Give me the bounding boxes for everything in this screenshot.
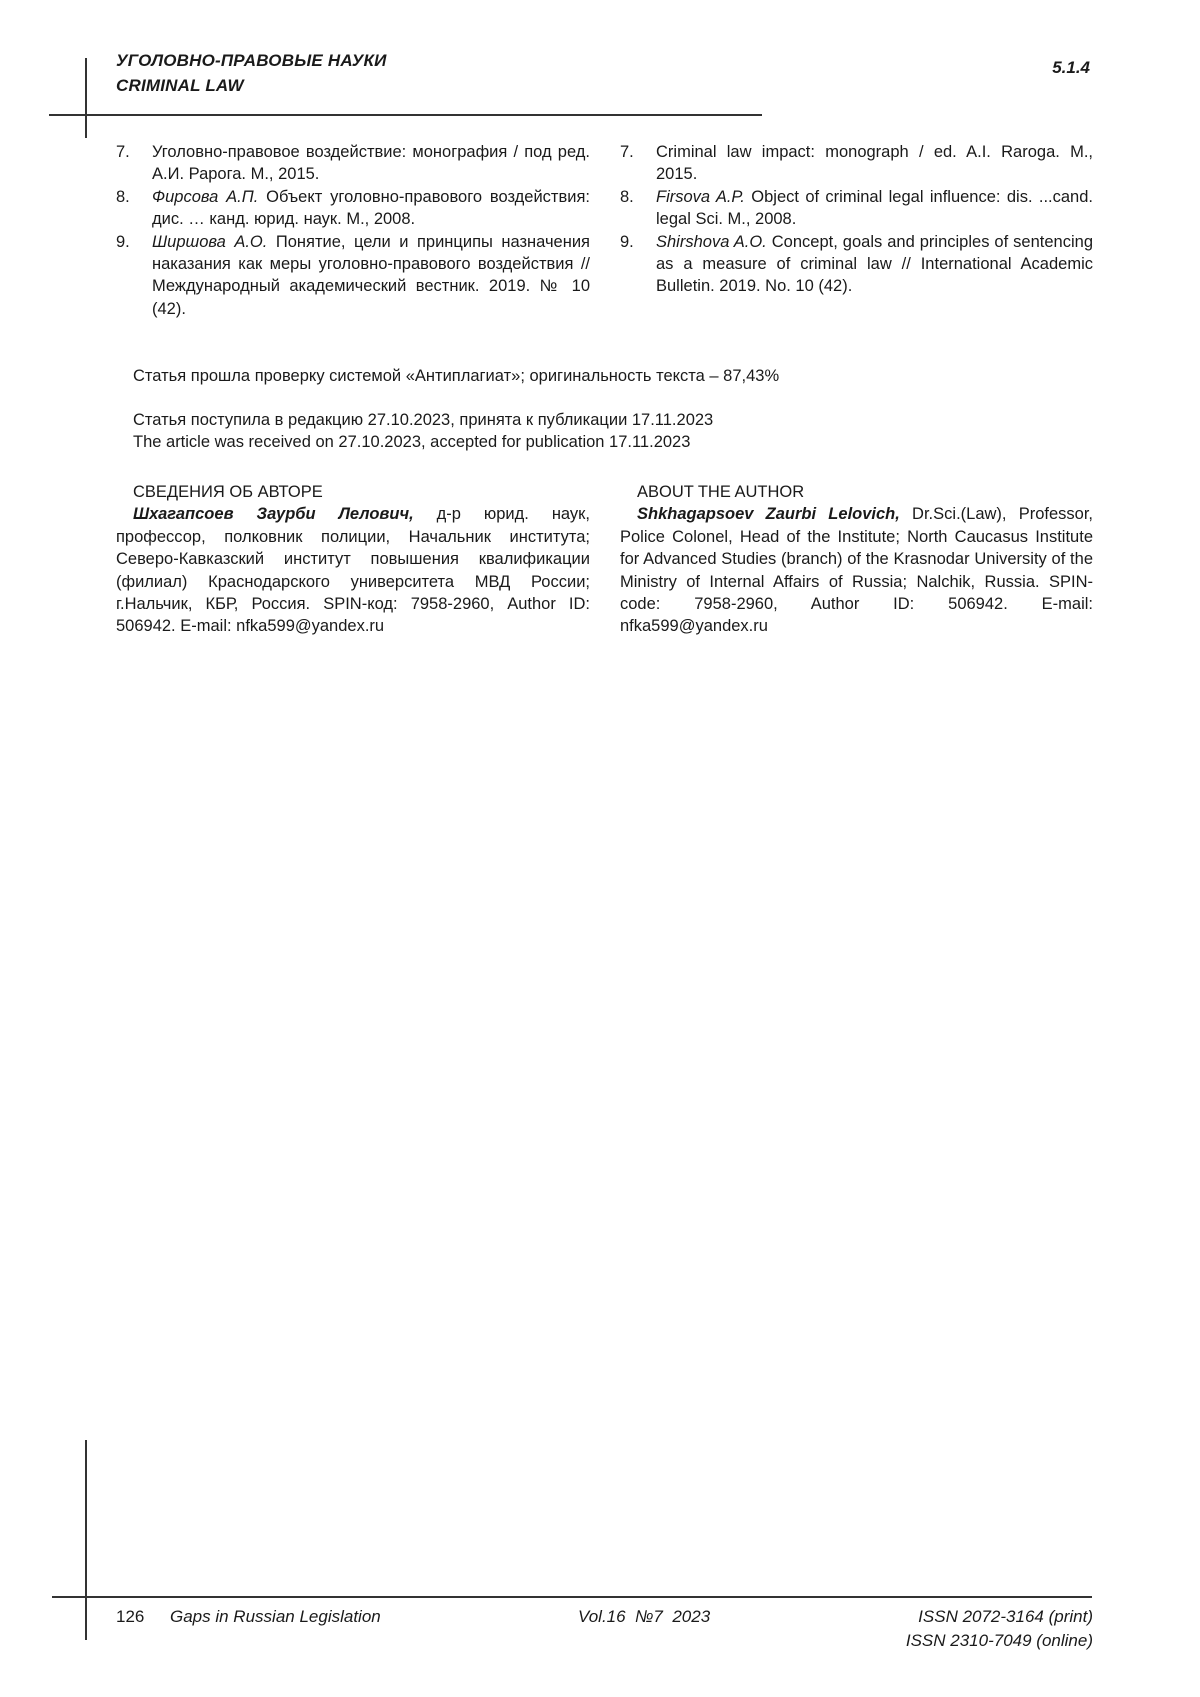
reference-text: Concept, goals and principles of sentencing as a measure of criminal law // International Academic Bulletin. 2019. No. 10 (42). xyxy=(656,233,1093,296)
author-heading-ru: СВЕДЕНИЯ ОБ АВТОРЕ xyxy=(116,481,590,503)
author-details-en: Dr.Sci.(Law), Professor, Police Colonel, Head of the Institute; North Caucasus Institute for Advanced Studies (branch) of the Krasnodar University of the Ministry of Internal Affairs of Russia; Nalchik, Russia. SPIN-code: 7958-2960, Author ID: 506942. E-mail: nfka599@yandex.ru xyxy=(620,505,1093,635)
author-bio-en xyxy=(620,503,1093,637)
reference-author: Shirshova A.O. xyxy=(656,233,767,251)
journal-name: Gaps in Russian Legislation xyxy=(170,1606,381,1628)
volume-issue: Vol.16 №7 2023 xyxy=(578,1606,710,1628)
section-code: 5.1.4 xyxy=(1052,57,1090,79)
reference-author: Ширшова А.О. xyxy=(152,233,267,251)
references-en xyxy=(620,141,1093,298)
reference-item xyxy=(116,141,590,186)
reference-number: 9. xyxy=(620,231,634,253)
reference-item xyxy=(116,231,590,321)
author-bio-ru xyxy=(116,503,590,637)
page-number: 126 xyxy=(116,1606,144,1628)
author-name-en: Shkhagapsoev Zaurbi Lelovich, xyxy=(637,505,900,523)
reference-number: 9. xyxy=(116,231,130,253)
running-header xyxy=(116,48,387,98)
header-title-ru: УГОЛОВНО-ПРАВОВЫЕ НАУКИ xyxy=(116,48,387,73)
issn-print: ISSN 2072-3164 (print) xyxy=(918,1606,1093,1628)
footer-vertical-rule xyxy=(85,1440,87,1640)
reference-number: 7. xyxy=(620,141,634,163)
antiplagiat-note: Статья прошла проверку системой «Антиплагиат»; оригинальность текста – 87,43% xyxy=(133,365,779,387)
received-note-ru: Статья поступила в редакцию 27.10.2023, принята к публикации 17.11.2023 xyxy=(133,409,713,431)
received-note-en: The article was received on 27.10.2023, accepted for publication 17.11.2023 xyxy=(133,431,690,453)
reference-item xyxy=(116,186,590,231)
header-title-en: CRIMINAL LAW xyxy=(116,73,387,98)
reference-author: Фирсова А.П. xyxy=(152,188,258,206)
footer xyxy=(116,1606,1093,1656)
author-info-ru xyxy=(116,481,590,638)
author-details-ru: д-р юрид. наук, профессор, полковник полиции, Начальник института; Северо-Кавказский институт повышения квалификации (филиал) Краснодарского университета МВД России; г.Нальчик, КБР, Россия. SPIN-код: 7958-2960, Author ID: 506942. E-mail: nfka599@yandex.ru xyxy=(116,505,590,635)
reference-item xyxy=(620,141,1093,186)
reference-item xyxy=(620,231,1093,298)
reference-text: Уголовно-правовое воздействие: монография / под ред. А.И. Рарога. М., 2015. xyxy=(152,143,590,183)
reference-author: Firsova A.P. xyxy=(656,188,745,206)
reference-number: 7. xyxy=(116,141,130,163)
reference-text: Object of criminal legal influence: dis. ...cand. legal Sci. M., 2008. xyxy=(656,188,1093,228)
author-info-en xyxy=(620,481,1093,638)
reference-item xyxy=(620,186,1093,231)
reference-text: Понятие, цели и принципы назначения наказания как меры уголовно-правового воздействия // Международный академический вестник. 2019. № 10 (42). xyxy=(152,233,590,318)
reference-number: 8. xyxy=(116,186,130,208)
reference-number: 8. xyxy=(620,186,634,208)
header-horizontal-rule xyxy=(49,114,762,116)
footer-horizontal-rule xyxy=(52,1596,1092,1598)
references-ru xyxy=(116,141,590,320)
author-name-ru: Шхагапсоев Заурби Лелович, xyxy=(133,505,414,523)
author-heading-en: ABOUT THE AUTHOR xyxy=(620,481,1093,503)
reference-text: Criminal law impact: monograph / ed. A.I. Raroga. M., 2015. xyxy=(656,143,1093,183)
issn-online: ISSN 2310-7049 (online) xyxy=(906,1630,1093,1652)
reference-text: Объект уголовно-правового воздействия: дис. … канд. юрид. наук. М., 2008. xyxy=(152,188,590,228)
header-vertical-rule xyxy=(85,58,87,138)
